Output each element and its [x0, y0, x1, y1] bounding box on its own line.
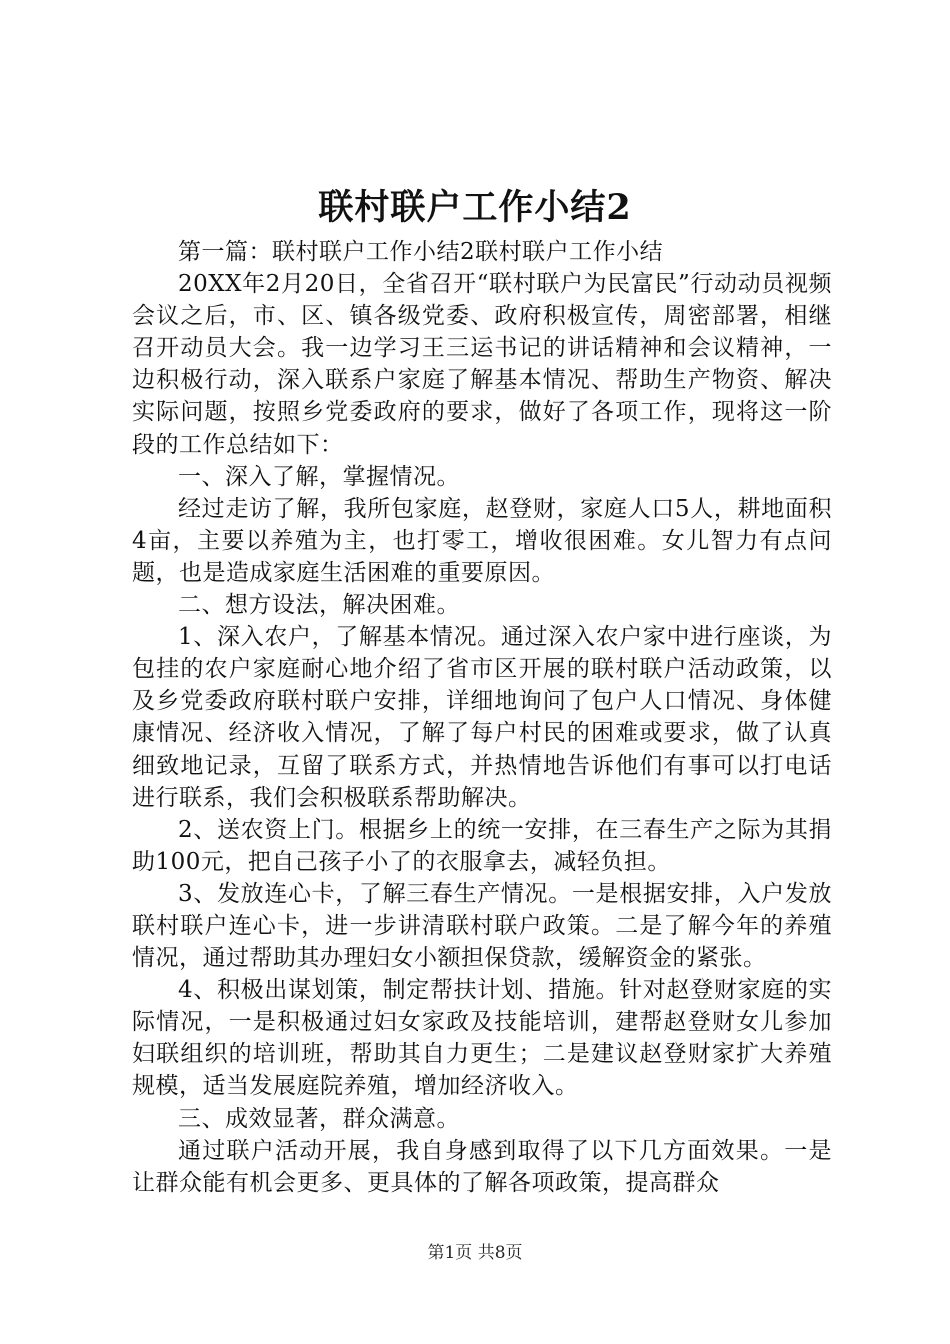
page-footer: 第1页 共8页: [427, 1243, 523, 1263]
document-body: [132, 236, 832, 1199]
section-heading: 三、成效显著，群众满意。: [178, 1105, 460, 1132]
paragraph: 2、送农资上门。根据乡上的统一安排，在三春生产之际为其捐助100元，把自己孩子小了的衣服拿去，减轻负担。: [132, 816, 832, 875]
paragraph: 3、发放连心卡，了解三春生产情况。一是根据安排，入户发放联村联户连心卡，进一步讲清联村联户政策。二是了解今年的养殖情况，通过帮助其办理妇女小额担保贷款，缓解资金的紧张。: [132, 880, 832, 972]
document-title: 联村联户工作小结2: [318, 187, 632, 228]
paragraph: 1、深入农户，了解基本情况。通过深入农户家中进行座谈，为包挂的农户家庭耐心地介绍了省市区开展的联村联户活动政策，以及乡党委政府联村联户安排，详细地询问了包户人口情况、身体健康情况、经济收入情况，了解了每户村民的困难或要求，做了认真细致地记录，互留了联系方式，并热情地告诉他们有事可以打电话进行联系，我们会积极联系帮助解决。: [132, 624, 832, 811]
paragraph: 第一篇：联村联户工作小结2联村联户工作小结: [178, 239, 664, 265]
section-heading: 一、深入了解，掌握情况。: [178, 463, 460, 490]
paragraph: 20XX年2月20日，全省召开“联村联户为民富民”行动动员视频会议之后，市、区、镇各级党委、政府积极宣传，周密部署，相继召开动员大会。我一边学习王三运书记的讲话精神和会议精神，一边积极行动，深入联系户家庭了解基本情况、帮助生产物资、解决实际问题，按照乡党委政府的要求，做好了各项工作，现将这一阶段的工作总结如下：: [132, 271, 832, 458]
section-heading: 二、想方设法，解决困难。: [178, 592, 460, 619]
paragraph: 经过走访了解，我所包家庭，赵登财，家庭人口5人，耕地面积4亩，主要以养殖为主，也打零工，增收很困难。女儿智力有点问题，也是造成家庭生活困难的重要原因。: [132, 495, 832, 586]
paragraph: 通过联户活动开展，我自身感到取得了以下几方面效果。一是让群众能有机会更多、更具体的了解各项政策，提高群众: [132, 1137, 832, 1196]
paragraph: 4、积极出谋划策，制定帮扶计划、措施。针对赵登财家庭的实际情况，一是积极通过妇女家政及技能培训，建帮赵登财女儿参加妇联组织的培训班，帮助其自力更生；二是建议赵登财家扩大养殖规模，适当发展庭院养殖，增加经济收入。: [132, 977, 832, 1100]
